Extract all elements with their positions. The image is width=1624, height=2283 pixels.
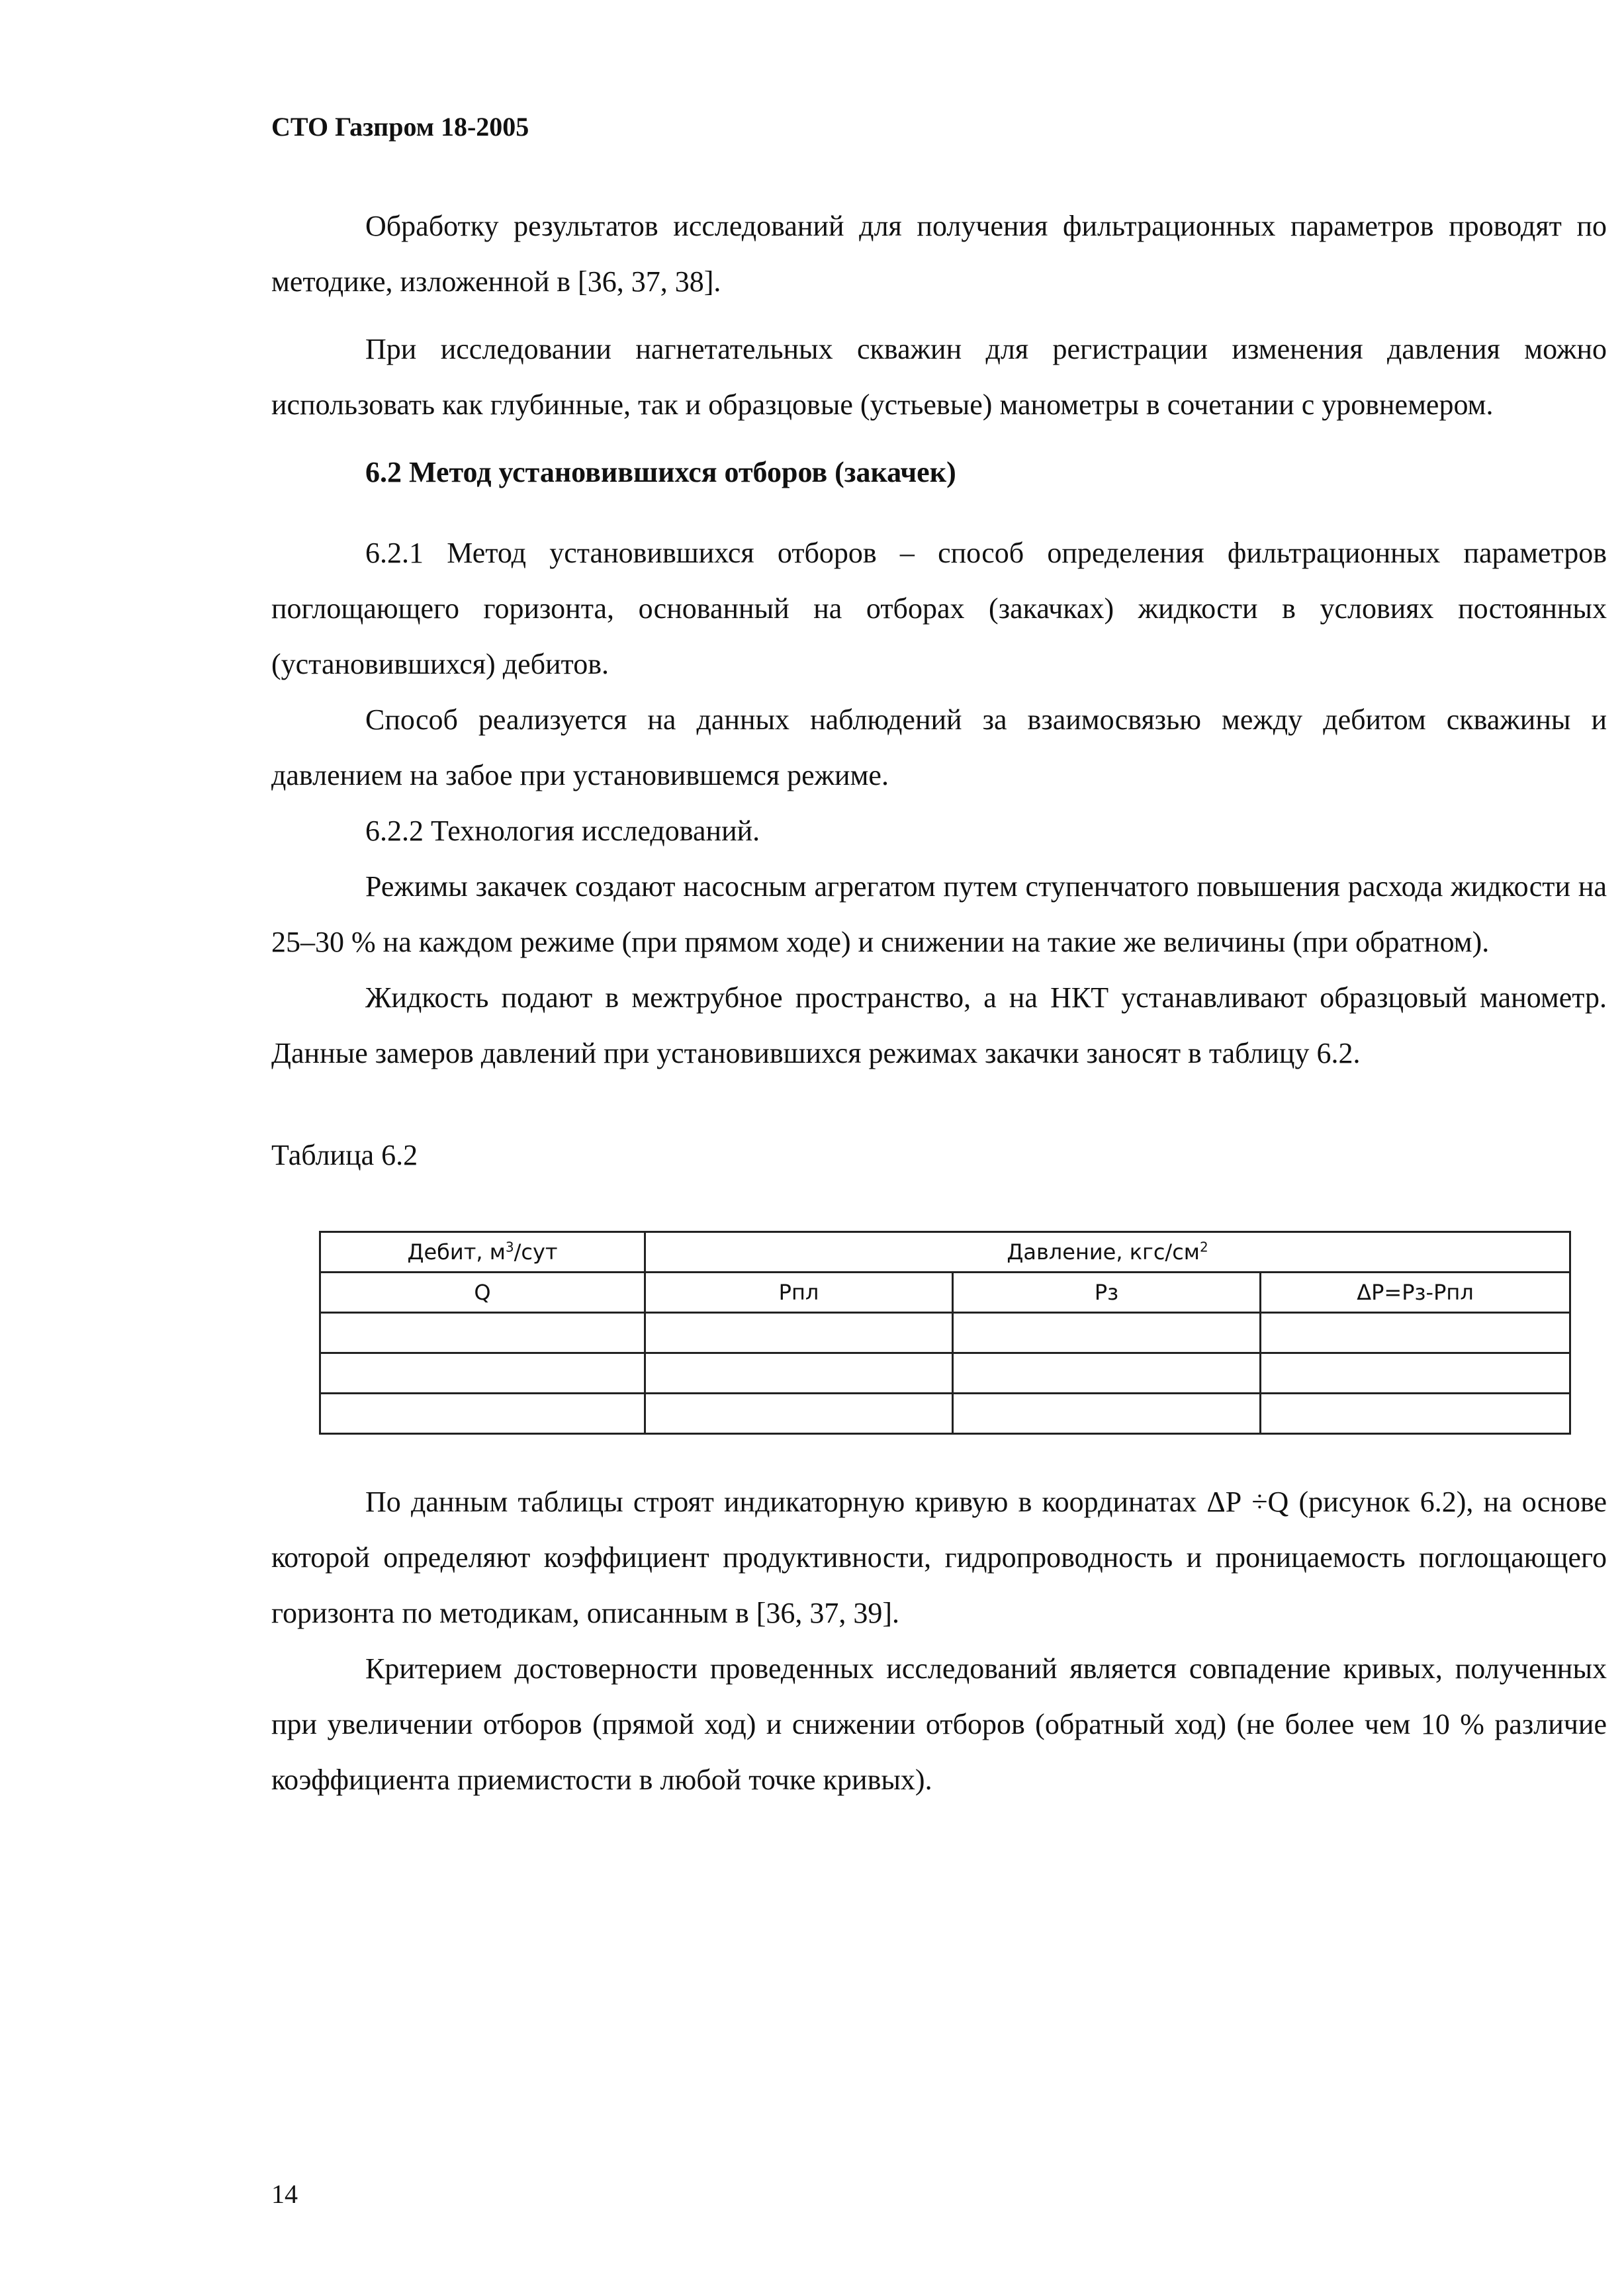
page-number: 14 [271, 2179, 298, 2209]
paragraph-processing: Обработку результатов исследований для получения фильтрационных параметров проводят по методике, изложенной в [36, 37, 38]. [271, 210, 1607, 298]
table-cell [953, 1353, 1261, 1394]
header-debit: Дебит, $м^3$/сут [320, 1232, 645, 1273]
table-cell [645, 1353, 953, 1394]
measurements-table [319, 1231, 1571, 1435]
table-cell [320, 1394, 645, 1434]
table-cell [953, 1313, 1261, 1353]
table-cell [320, 1353, 645, 1394]
table-header-group-row [320, 1232, 1570, 1273]
paragraph-injection-wells: При исследовании нагнетательных скважин для регистрации изменения давления можно использовать как глубинные, так и образцовые (устьевые) манометры в сочетании с уровнемером. [271, 333, 1607, 421]
section-title: 6.2 Метод установившихся отборов (закачек) [365, 456, 956, 488]
header-pressure: Давление, кгс/$см^2$ [645, 1232, 1570, 1273]
paragraph-6-2-1: 6.2.1 Метод установившихся отборов – способ определения фильтрационных параметров поглощающего горизонта, основанный на отборах (закачках) жидкости в условиях постоянных (установившихся) дебитов. [271, 537, 1607, 680]
table-cell [953, 1394, 1261, 1434]
document-header: СТО Газпром 18-2005 [271, 112, 529, 142]
table-row [320, 1353, 1570, 1394]
table-cell [645, 1313, 953, 1353]
table-caption: Таблица 6.2 [271, 1139, 418, 1171]
paragraph-6-2-2: 6.2.2 Технология исследований. [365, 815, 760, 847]
paragraph-indicator-curve: По данным таблицы строят индикаторную кривую в координатах ΔР ÷Q (рисунок 6.2), на основе которой определяют коэффициент продуктивности, гидропроводность и проницаемость поглощающего горизонта по методикам, описанным в [36, 37, 39]. [271, 1486, 1607, 1629]
column-header-pz: Рз [953, 1273, 1261, 1313]
table-cell [320, 1313, 645, 1353]
table-row [320, 1313, 1570, 1353]
table-cell [645, 1394, 953, 1434]
table-cell [1261, 1313, 1570, 1353]
table-cell [1261, 1353, 1570, 1394]
paragraph-fluid-supply: Жидкость подают в межтрубное пространство, а на НКТ устанавливают образцовый манометр. Данные замеров давлений при установившихся режимах закачки заносят в таблицу 6.2. [271, 981, 1607, 1069]
table-header-row [320, 1273, 1570, 1313]
paragraph-reliability-criterion: Критерием достоверности проведенных исследований является совпадение кривых, полученных при увеличении отборов (прямой ход) и снижении отборов (обратный ход) (не более чем 10 % различие коэффициента приемистости в любой точке кривых). [271, 1652, 1607, 1796]
table-row [320, 1394, 1570, 1434]
table-container [319, 1231, 1607, 1435]
document-body [271, 199, 1607, 1808]
paragraph-injection-modes: Режимы закачек создают насосным агрегатом путем ступенчатого повышения расхода жидкости на 25–30 % на каждом режиме (при прямом ходе) и снижении на такие же величины (при обратном). [271, 870, 1607, 958]
paragraph-method-basis: Способ реализуется на данных наблюдений за взаимосвязью между дебитом скважины и давлением на забое при установившемся режиме. [271, 703, 1607, 791]
column-header-q: Q [320, 1273, 645, 1313]
table-cell [1261, 1394, 1570, 1434]
column-header-ppl: Рпл [645, 1273, 953, 1313]
column-header-delta-p: ΔР=Рз-Рпл [1261, 1273, 1570, 1313]
